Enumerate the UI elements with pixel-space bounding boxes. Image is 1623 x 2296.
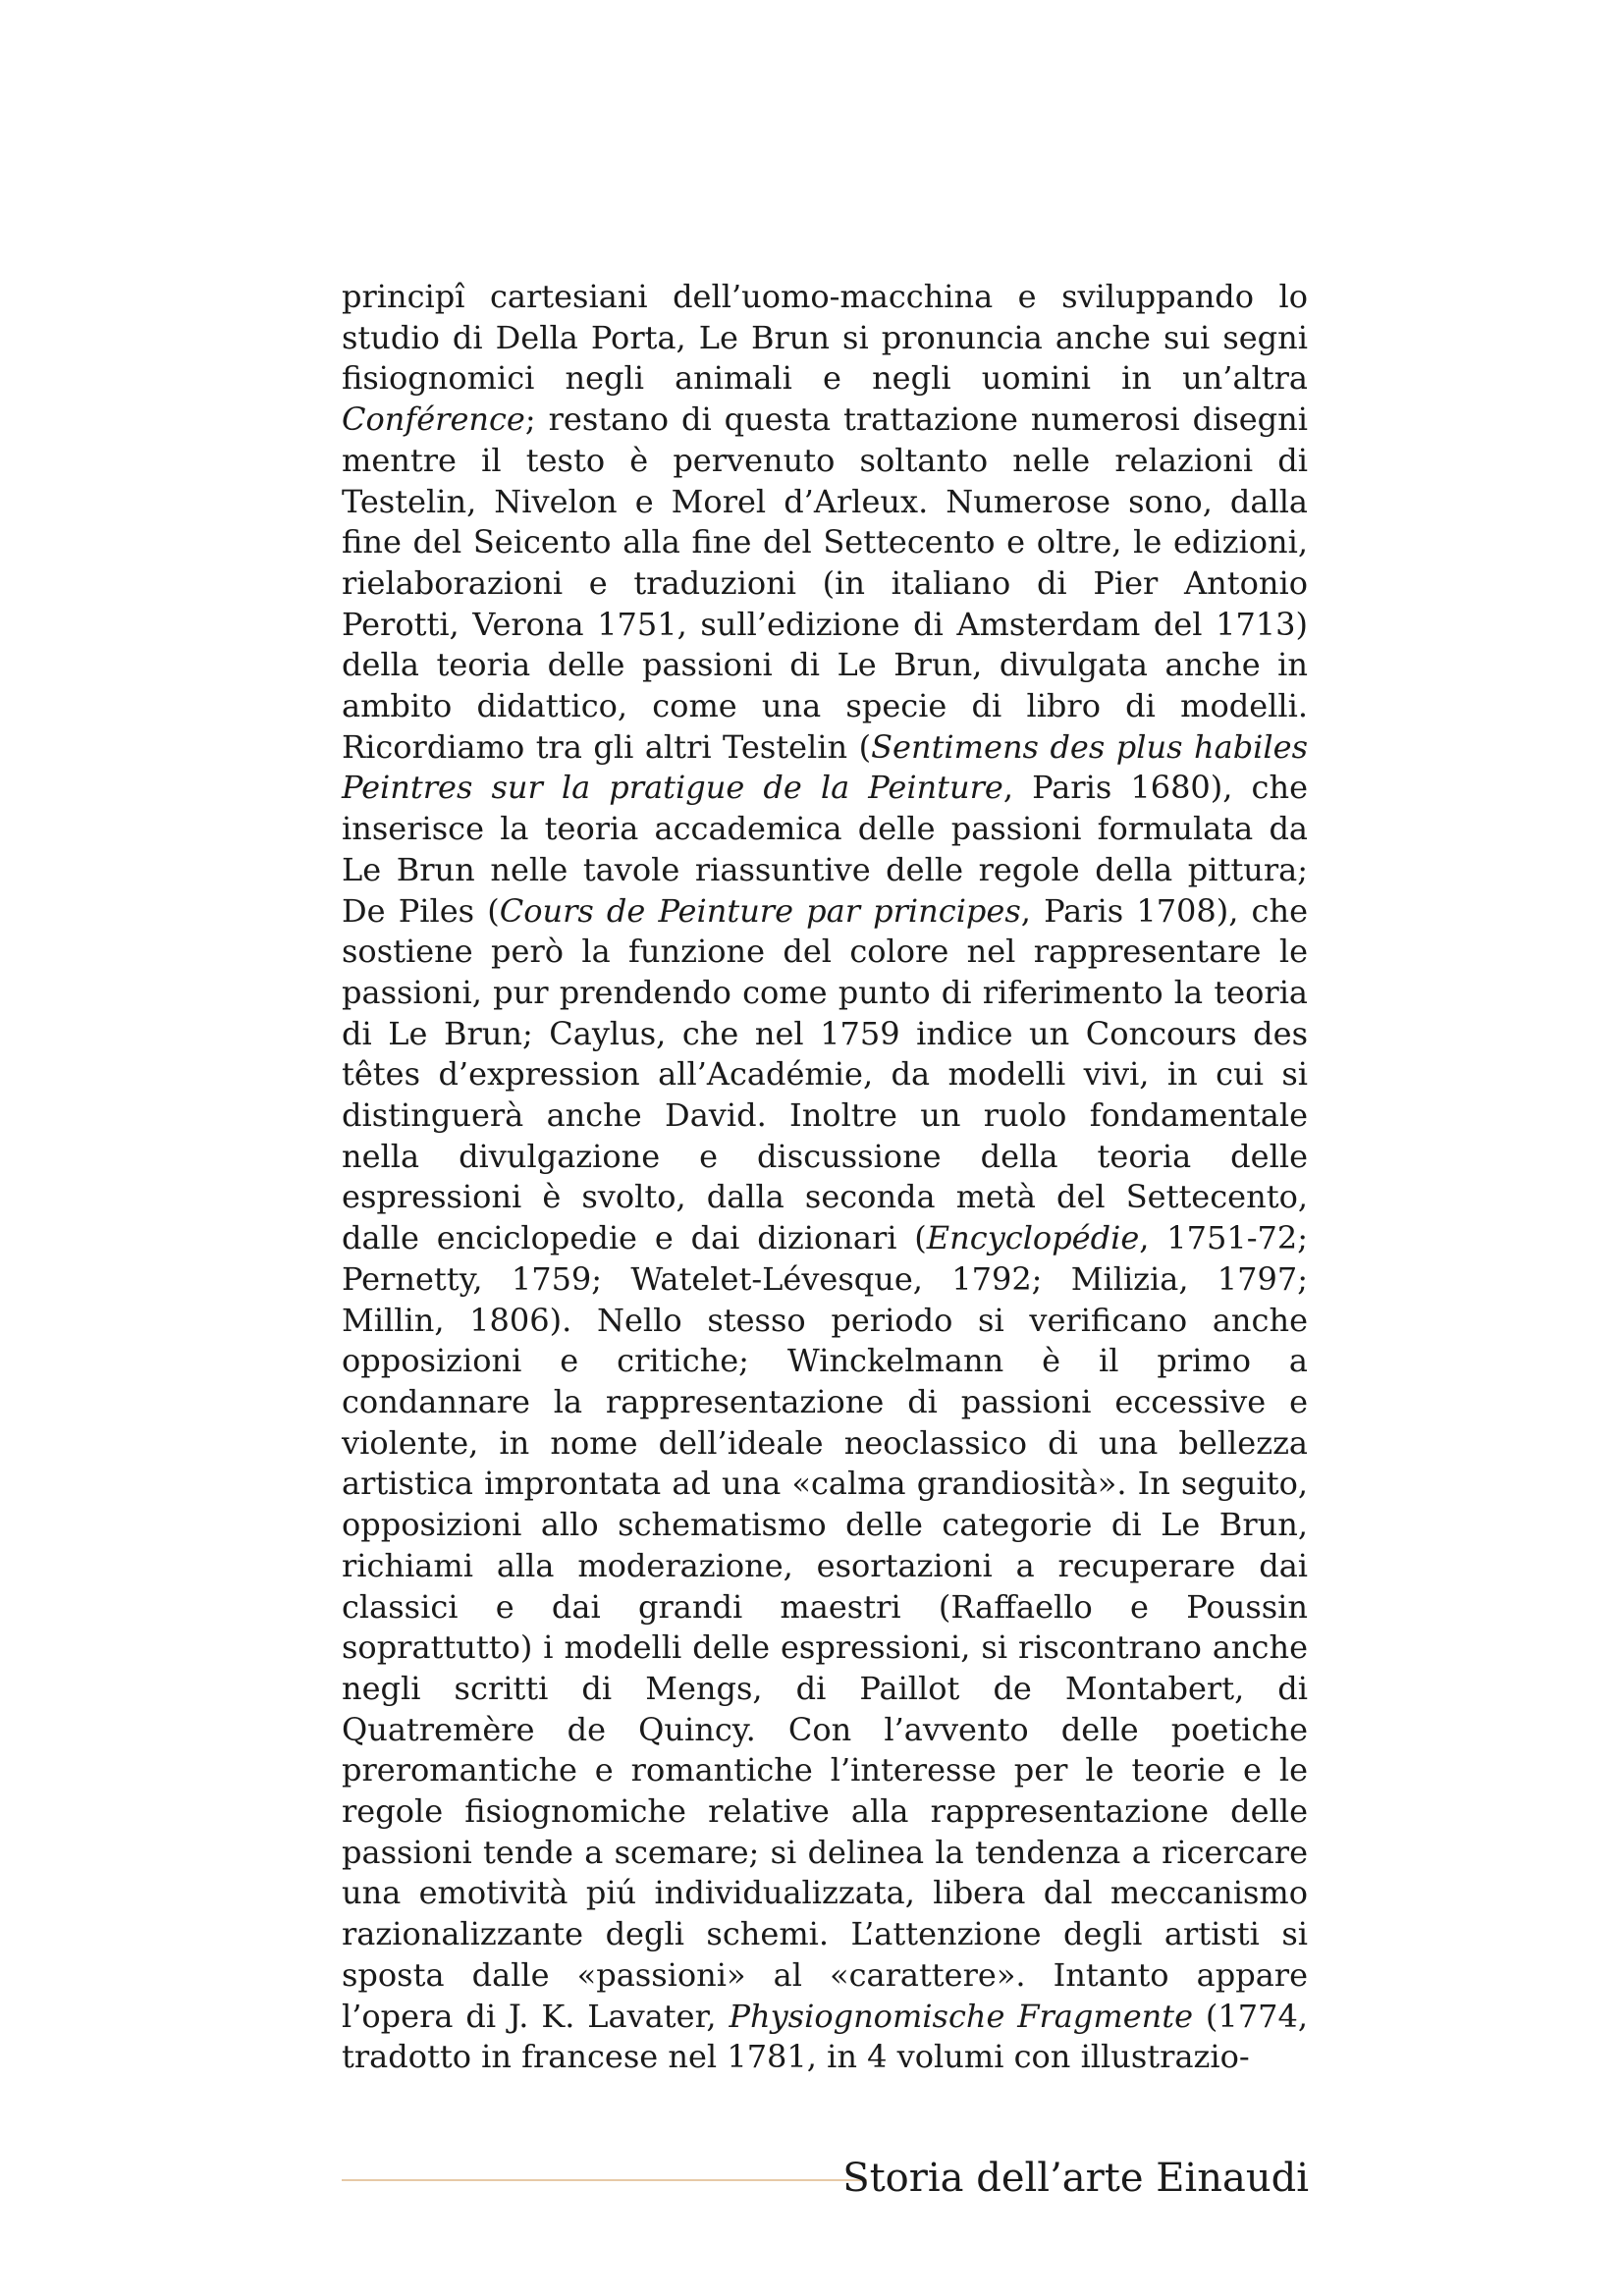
italic-title-segment: Sentimens des plus habiles Peintres sur la pratigue de la Peinture [342, 727, 1309, 807]
text-segment: principî cartesiani dell’uomo-macchina e sviluppando lo studio di Della Porta, Le Brun si pronuncia anche sui segni fisiognomici negli animali e negli uomini in un’altra [342, 278, 1308, 398]
italic-title-segment: Encyclopédie [926, 1219, 1140, 1257]
body-paragraph [342, 277, 1308, 2078]
footer-title: Storia dell’arte Einaudi [842, 2156, 1309, 2201]
italic-title-segment: Cours de Peinture par principes [499, 891, 1021, 930]
text-segment: , Paris 1708), che sostiene però la funzione del colore nel rappresentare le passioni, pur prendendo come punto di riferimento la teoria di Le Brun; Caylus, che nel 1759 indice un Concours des têtes d’expression all’Académie, da modelli vivi, in cui si distinguerà anche David. Inoltre un ruolo fondamentale nella divulgazione e discussione della teoria delle espressioni è svolto, dalla seconda metà del Settecento, dalle enciclopedie e dai dizionari ( [342, 891, 1309, 1257]
text-segment: , Paris 1680), che inserisce la teoria accademica delle passioni formulata da Le Brun nelle tavole riassuntive delle regole della pittura; De Piles ( [342, 769, 1309, 930]
italic-title-segment: Conférence [342, 400, 525, 439]
footer-rule [342, 2179, 867, 2181]
text-segment: ; restano di questa trattazione numerosi disegni mentre il testo è pervenuto soltanto nelle relazioni di Testelin, Nivelon e Morel d’Arleux. Numerose sono, dalla fine del Seicento alla fine del Settecento e oltre, le edizioni, rielaborazioni e traduzioni (in italiano di Pier Antonio Perotti, Verona 1751, sull’edizione di Amsterdam del 1713) della teoria delle passioni di Le Brun, divulgata anche in ambito didattico, come una specie di libro di modelli. Ricordiamo tra gli altri Testelin ( [342, 400, 1308, 766]
italic-title-segment: Physiognomische Fragmente [729, 1997, 1194, 2035]
text-segment: (1774, tradotto in francese nel 1781, in 4 volumi con illustrazio- [342, 1997, 1309, 2076]
text-segment: , 1751-72; Pernetty, 1759; Watelet-Lévesque, 1792; Milizia, 1797; Millin, 1806). Nello stesso periodo si verificano anche opposizioni e critiche; Winckelmann è il primo a condannare la rappresentazione di passioni eccessive e violente, in nome dell’ideale neoclassico di una bellezza artistica improntata ad una «calma grandiosità». In seguito, opposizioni allo schematismo delle categorie di Le Brun, richiami alla moderazione, esortazioni a recuperare dai classici e dai grandi maestri (Raffaello e Poussin soprattutto) i modelli delle espressioni, si riscontrano anche negli scritti di Mengs, di Paillot de Montabert, di Quatremère de Quincy. Con l’avvento delle poetiche preromantiche e romantiche l’interesse per le teorie e le regole fisiognomiche relative alla rappresentazione delle passioni tende a scemare; si delinea la tendenza a ricercare una emotività piú individualizzata, libera dal meccanismo razionalizzante degli schemi. L’attenzione degli artisti si sposta dalle «passioni» al «carattere». Intanto appare l’opera di J. K. Lavater, [342, 1219, 1309, 2035]
